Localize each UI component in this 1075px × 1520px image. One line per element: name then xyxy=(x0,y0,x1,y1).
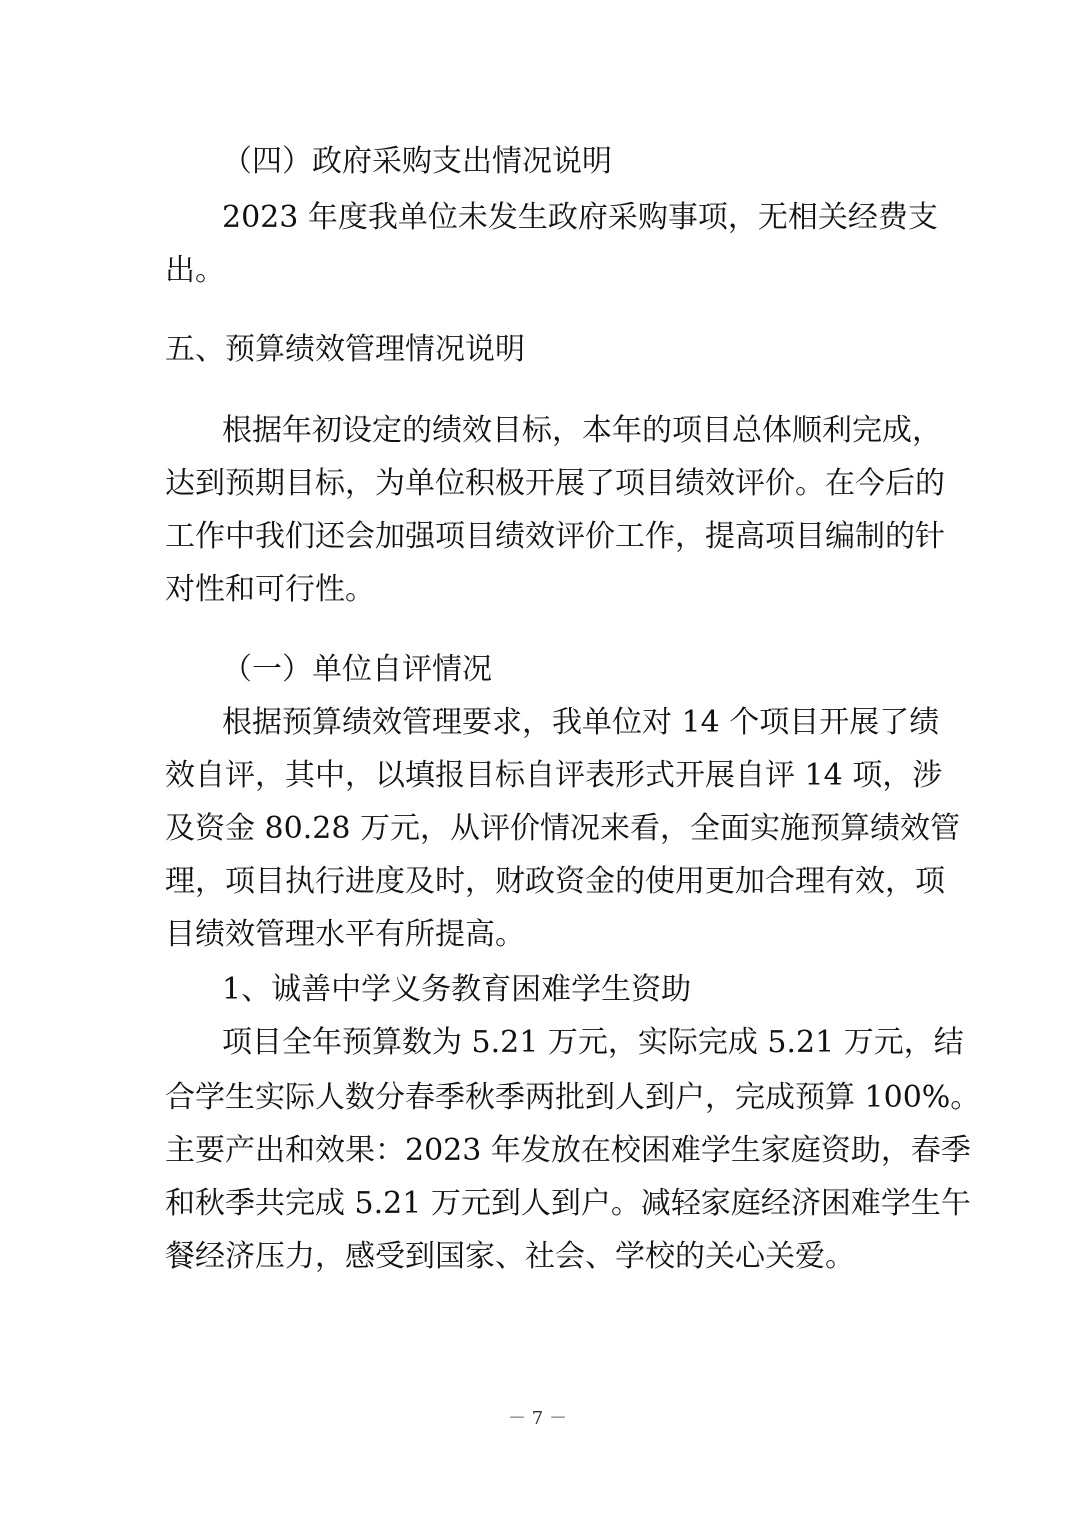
paragraph-line: 达到预期目标，为单位积极开展了项目绩效评价。在今后的 xyxy=(165,466,945,501)
paragraph-line: 出。 xyxy=(165,253,225,288)
item-title-student-aid: 1、诚善中学义务教育困难学生资助 xyxy=(222,972,692,1007)
paragraph-line: 理，项目执行进度及时，财政资金的使用更加合理有效，项 xyxy=(165,864,945,899)
paragraph-line: 主要产出和效果：2023 年发放在校困难学生家庭资助，春季 xyxy=(165,1133,971,1168)
section-heading-performance-management: 五、预算绩效管理情况说明 xyxy=(165,332,525,367)
section-heading-government-procurement: （四）政府采购支出情况说明 xyxy=(222,144,612,179)
paragraph-line: 根据预算绩效管理要求，我单位对 14 个项目开展了绩 xyxy=(222,705,940,740)
paragraph-line: 及资金 80.28 万元，从评价情况来看，全面实施预算绩效管 xyxy=(165,811,960,846)
paragraph-line: 和秋季共完成 5.21 万元到人到户。减轻家庭经济困难学生午 xyxy=(165,1186,971,1221)
subsection-heading-self-evaluation: （一）单位自评情况 xyxy=(222,652,492,687)
paragraph-line: 工作中我们还会加强项目绩效评价工作，提高项目编制的针 xyxy=(165,519,945,554)
page-number: － 7 － xyxy=(508,1408,567,1429)
paragraph-line: 合学生实际人数分春季秋季两批到人到户，完成预算 100%。 xyxy=(165,1080,981,1115)
paragraph-line: 2023 年度我单位未发生政府采购事项，无相关经费支 xyxy=(222,200,938,235)
paragraph-line: 目绩效管理水平有所提高。 xyxy=(165,917,525,952)
paragraph-line: 餐经济压力，感受到国家、社会、学校的关心关爱。 xyxy=(165,1239,855,1274)
paragraph-line: 效自评，其中，以填报目标自评表形式开展自评 14 项，涉 xyxy=(165,758,943,793)
paragraph-line: 根据年初设定的绩效目标，本年的项目总体顺利完成， xyxy=(222,413,942,448)
paragraph-line: 对性和可行性。 xyxy=(165,572,375,607)
paragraph-line: 项目全年预算数为 5.21 万元，实际完成 5.21 万元，结 xyxy=(222,1025,964,1060)
